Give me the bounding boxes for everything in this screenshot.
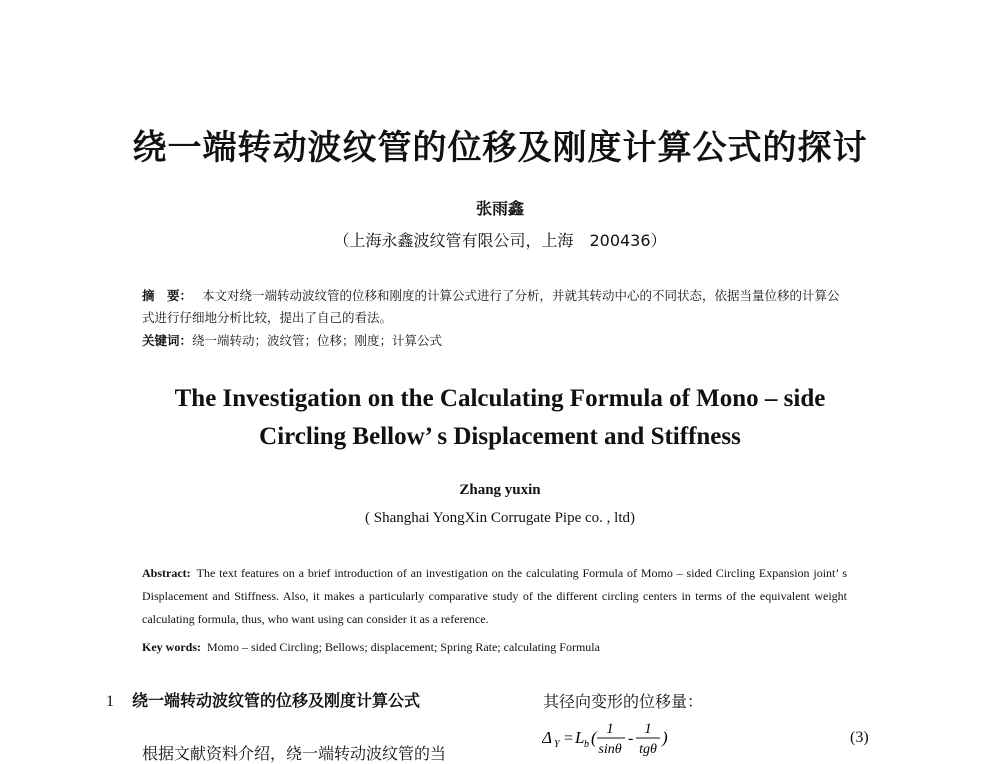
equation-number: (3) <box>850 729 869 746</box>
formula-close-paren: ) <box>662 728 668 747</box>
affiliation-cn: （上海永鑫波纹管有限公司，上海 200436） <box>333 231 667 250</box>
equation-3 <box>542 716 742 758</box>
formula-open-paren: ( <box>591 728 597 747</box>
paper-title-en <box>0 380 1000 456</box>
formula-num2: 1 <box>644 721 652 737</box>
keywords-cn <box>142 331 852 351</box>
keywords-en-label: Key words: <box>142 640 201 654</box>
keywords-en <box>142 637 847 657</box>
formula-den1: sinθ <box>598 742 622 757</box>
section-1-heading <box>106 688 506 711</box>
formula-lhs: Δ <box>542 728 552 747</box>
abstract-cn-text: 本文对绕一端转动波纹管的位移和刚度的计算公式进行了分析，并就其转动中心的不同状态，依据当量位移的计算公式进行仔细地分析比较，提出了自己的看法。 <box>142 288 840 325</box>
author-name-en: Zhang yuxin <box>459 482 541 498</box>
author-name-cn: 张雨鑫 <box>475 199 524 218</box>
abstract-en <box>142 562 847 631</box>
formula-lhs-sub: Y <box>554 739 560 750</box>
section-1-title: 绕一端转动波纹管的位移及刚度计算公式 <box>132 691 421 710</box>
abstract-cn-label: 摘 要： <box>142 288 193 303</box>
paper-title-en-line1: The Investigation on the Calculating Formula of Mono – side <box>174 385 826 412</box>
formula-coef-sub: b <box>584 739 589 750</box>
abstract-cn <box>142 285 852 329</box>
abstract-en-label: Abstract: <box>142 566 191 580</box>
abstract-en-text: The text features on a brief introduction of an investigation on the calculating Formula of Momo – sided Circling Expansion joint’ s Displacement and Stiffness. Also, it makes a particularly comparative study of the different circling centers in terms of the equivalent weight calculating formula, thus, who want using can consider it as a reference. <box>142 566 847 626</box>
formula-minus: - <box>628 730 634 747</box>
keywords-en-text: Momo – sided Circling; Bellows; displacement; Spring Rate; calculating Formula <box>207 640 600 654</box>
keywords-cn-label: 关键词： <box>142 333 193 348</box>
right-column-intro: 其径向变形的位移量： <box>543 692 704 711</box>
formula-coef: L <box>575 728 585 747</box>
formula-equals: = <box>563 730 574 747</box>
affiliation-en: ( Shanghai YongXin Corrugate Pipe co. , ltd) <box>365 510 635 526</box>
section-1-body: 根据文献资料介绍，绕一端转动波纹管的当 <box>142 744 447 763</box>
keywords-cn-text: 绕一端转动；波纹管；位移；刚度；计算公式 <box>192 333 443 348</box>
section-1-number: 1 <box>106 693 114 710</box>
formula-num1: 1 <box>606 721 614 737</box>
paper-title-cn: 绕一端转动波纹管的位移及刚度计算公式的探讨 <box>132 128 868 168</box>
paper-title-en-line2: Circling Bellow’ s Displacement and Stiffness <box>259 423 741 450</box>
formula-den2: tgθ <box>639 742 657 757</box>
